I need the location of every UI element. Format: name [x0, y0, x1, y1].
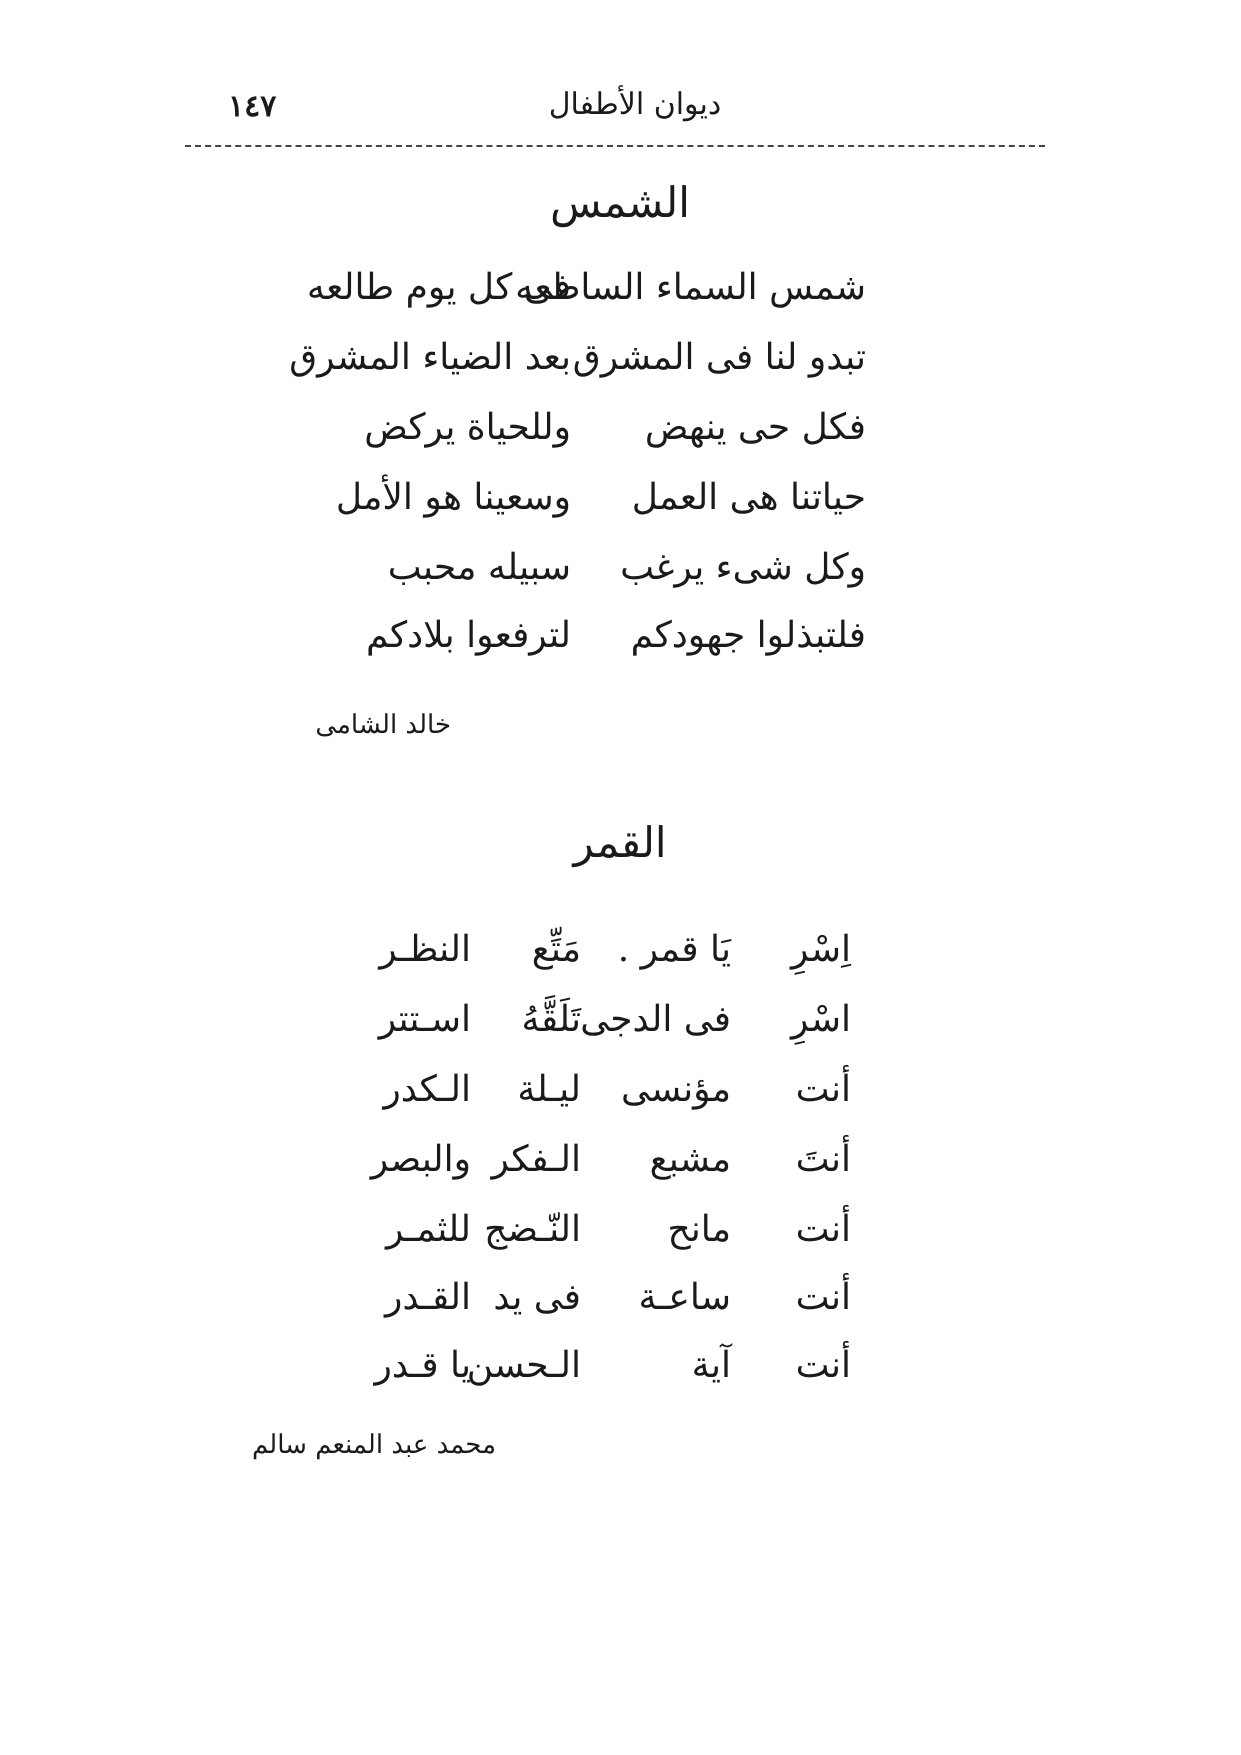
sun-verse-3-first: فكل حى ينهض — [644, 407, 866, 448]
moon-verse-2-word-2: فى الدجى — [580, 999, 731, 1040]
sun-verse-3-second: وللحياة يركض — [364, 407, 571, 448]
sun-verse-2-second: بعد الضياء المشرق — [289, 337, 571, 378]
moon-verse-5-word-2: مانح — [667, 1209, 731, 1250]
moon-verse-5-word-4: للثمـر — [386, 1209, 471, 1250]
sun-verse-5-first: وكل شىء يرغب — [620, 547, 866, 588]
page-number: ١٤٧ — [228, 89, 277, 124]
poem-title-sun: الشمس — [550, 178, 690, 227]
moon-verse-2-word-3: تَلَقَّهُ — [521, 999, 581, 1040]
moon-verse-6-word-4: القـدر — [384, 1277, 471, 1318]
moon-verse-5-word-3: النّـضج — [484, 1209, 581, 1250]
moon-verse-3-word-1: أنت — [795, 1069, 851, 1110]
sun-verse-4-first: حياتنا هى العمل — [631, 477, 866, 518]
sun-verse-2-first: تبدو لنا فى المشرق — [572, 337, 866, 378]
moon-verse-5-word-1: أنت — [795, 1209, 851, 1250]
sun-verse-5-second: سبيله محبب — [387, 547, 571, 588]
moon-verse-7-word-3: الـحسن — [466, 1345, 581, 1386]
moon-verse-4-word-1: أنتَ — [795, 1139, 851, 1180]
moon-verse-4-word-4: والبصر — [370, 1139, 471, 1180]
moon-verse-6-word-2: ساعـة — [638, 1277, 731, 1318]
moon-verse-1-word-2: يَا قمر . — [617, 929, 731, 970]
header-rule — [185, 145, 1045, 147]
moon-verse-6-word-1: أنت — [795, 1277, 851, 1318]
moon-verse-1-word-3: مَتِّع — [531, 929, 581, 970]
sun-verse-1-second: فى كل يوم طالعه — [306, 267, 571, 308]
moon-verse-2-word-1: اسْرِ — [790, 999, 851, 1040]
running-header-title: ديوان الأطفال — [548, 87, 722, 122]
sun-poem-author: خالد الشامى — [315, 710, 451, 740]
sun-verse-1-first: شمس السماء الساطعه — [515, 267, 866, 308]
moon-verse-7-word-1: أنت — [795, 1345, 851, 1386]
moon-verse-6-word-3: فى يد — [493, 1277, 581, 1318]
poem-title-moon: القمر — [573, 818, 667, 867]
moon-poem-author: محمد عبد المنعم سالم — [252, 1430, 496, 1460]
moon-verse-7-word-2: آية — [691, 1345, 731, 1386]
moon-verse-4-word-3: الـفكر — [491, 1139, 581, 1180]
moon-verse-1-word-4: النظـر — [379, 929, 471, 970]
moon-verse-3-word-2: مؤنسى — [620, 1069, 731, 1110]
moon-verse-1-word-1: اِسْرِ — [790, 929, 851, 970]
moon-verse-2-word-4: اسـتتر — [378, 999, 471, 1040]
moon-verse-7-word-4: يا قـدر — [374, 1345, 471, 1386]
sun-verse-6-first: فلتبذلوا جهودكم — [630, 615, 866, 656]
moon-verse-3-word-4: الـكدر — [383, 1069, 471, 1110]
moon-verse-3-word-3: ليـلة — [517, 1069, 581, 1110]
sun-verse-4-second: وسعينا هو الأمل — [335, 477, 571, 518]
sun-verse-6-second: لترفعوا بلادكم — [366, 615, 571, 656]
moon-verse-4-word-2: مشبع — [649, 1139, 731, 1180]
